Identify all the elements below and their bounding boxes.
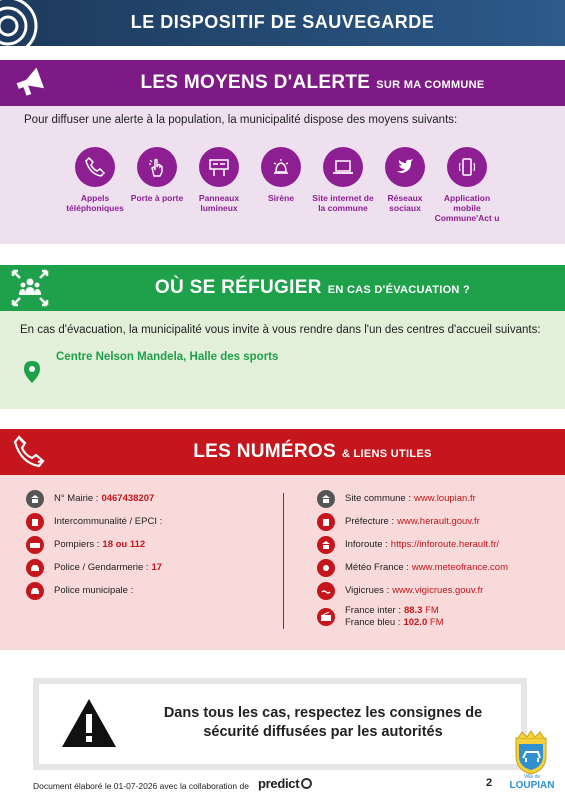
police-car-icon: [26, 559, 44, 577]
footer-text: Document élaboré le 01-07-2026 avec la collaboration de: [33, 781, 249, 791]
link-inforoute[interactable]: https://inforoute.herault.fr/: [390, 539, 500, 550]
siren-bell-icon: [261, 147, 301, 187]
top-header: [0, 0, 565, 46]
megaphone-icon: [0, 60, 60, 106]
safety-text: Dans tous les cas, respectez les consignes de sécurité diffusées par les autorités: [163, 705, 483, 740]
safety-notice: [33, 678, 527, 770]
mobile-app-icon: [447, 147, 487, 187]
list-item: Préfecture : www.herault.gouv.fr: [317, 510, 508, 533]
municipal-police-car-icon: [26, 582, 44, 600]
road-info-icon: [317, 536, 335, 554]
assembly-point-icon: [0, 265, 60, 311]
refuge-banner: [0, 265, 565, 311]
numbers-title: LES NUMÉROS: [193, 441, 336, 462]
link-site-commune[interactable]: www.loupian.fr: [414, 493, 476, 504]
fire-truck-icon: [26, 536, 44, 554]
hand-knock-icon: [137, 147, 177, 187]
link-meteo[interactable]: www.meteofrance.com: [411, 562, 508, 573]
numbers-banner: [0, 429, 565, 475]
predict-logo: predict: [258, 776, 312, 791]
radio-icon: [317, 608, 335, 626]
alert-item-door: Porte à porte: [124, 147, 190, 203]
alert-banner: [0, 60, 565, 106]
list-item: Site commune : www.loupian.fr: [317, 487, 508, 510]
sign-panel-icon: [199, 147, 239, 187]
numbers-right-list: [317, 487, 508, 632]
refuge-intro: En cas d'évacuation, la municipalité vous invite à vous rendre dans l'un des centres d'accueil suivants:: [20, 324, 541, 336]
warning-icon: [59, 696, 119, 755]
list-item: [317, 602, 508, 632]
list-item: Police municipale :: [26, 579, 165, 602]
page-number: 2: [486, 777, 493, 789]
alert-means-list: [62, 147, 502, 243]
bird-social-icon: [385, 147, 425, 187]
flood-watch-icon: [317, 582, 335, 600]
alert-item-social: Réseaux sociaux: [372, 147, 438, 213]
list-item: Police / Gendarmerie : 17: [26, 556, 165, 579]
alert-intro: Pour diffuser une alerte à la population, la municipalité dispose des moyens suivants:: [24, 114, 458, 126]
alert-item-app: Application mobile Commune'Act u: [434, 147, 500, 223]
numbers-left-list: [26, 487, 165, 602]
crest-caption: Ville de: [523, 774, 541, 780]
alert-subtitle: SUR MA COMMUNE: [376, 79, 485, 91]
building-icon: [26, 513, 44, 531]
list-item: Inforoute : https://inforoute.herault.fr/: [317, 533, 508, 556]
refuge-title: OÙ SE RÉFUGIER: [154, 277, 322, 298]
radio-frequencies: France inter : 88.3 FM France bleu : 102.0 FM: [345, 605, 444, 628]
link-prefecture[interactable]: www.herault.gouv.fr: [397, 516, 480, 527]
alert-item-website: Site internet de la commune: [310, 147, 376, 213]
phone-icon: [75, 147, 115, 187]
alert-title: LES MOYENS D'ALERTE: [140, 72, 371, 93]
predict-logo-icon: [301, 778, 312, 789]
weather-icon: [317, 559, 335, 577]
list-item: Vigicrues : www.vigicrues.gouv.fr: [317, 579, 508, 602]
list-item: Intercommunalité / EPCI :: [26, 510, 165, 533]
column-divider: [283, 493, 284, 629]
list-item: N° Mairie : 0467438207: [26, 487, 165, 510]
town-hall-icon: [26, 490, 44, 508]
prefecture-icon: [317, 513, 335, 531]
page-title: LE DISPOSITIF DE SAUVEGARDE: [130, 12, 435, 32]
alert-item-siren: Sirène: [248, 147, 314, 203]
location-pin-icon: [22, 360, 42, 389]
refuge-center-name: Centre Nelson Mandela, Halle des sports: [56, 351, 279, 363]
alert-item-phone: Appels téléphoniques: [62, 147, 128, 213]
link-vigicrues[interactable]: www.vigicrues.gouv.fr: [392, 585, 484, 596]
laptop-icon: [323, 147, 363, 187]
list-item: Météo France : www.meteofrance.com: [317, 556, 508, 579]
refuge-subtitle: EN CAS D'ÉVACUATION ?: [327, 284, 471, 296]
alert-item-panel: Panneaux lumineux: [186, 147, 252, 213]
town-name: LOUPIAN: [509, 780, 555, 791]
phone-handset-icon: [0, 429, 60, 475]
numbers-subtitle: & LIENS UTILES: [341, 448, 432, 460]
town-hall-icon: [317, 490, 335, 508]
list-item: Pompiers : 18 ou 112: [26, 533, 165, 556]
